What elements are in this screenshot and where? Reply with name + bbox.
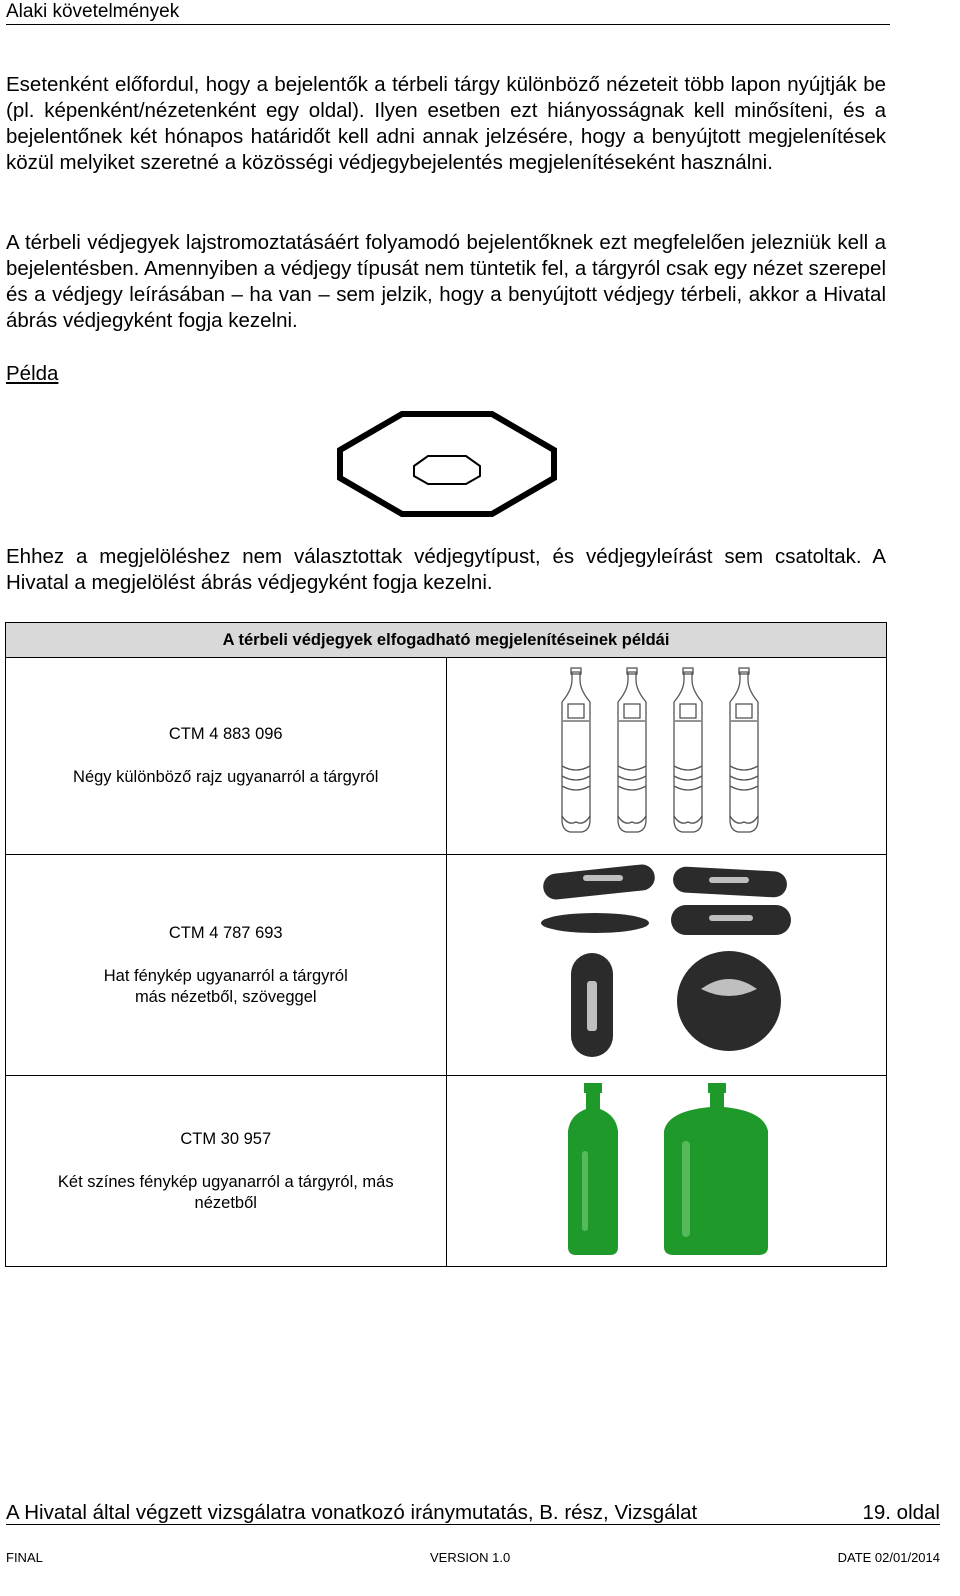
footer-rule	[6, 1524, 940, 1525]
bottle-drawings-image	[548, 666, 784, 842]
ctm-number: CTM 4 787 693	[168, 923, 283, 942]
paragraph-multiple-sheets: Esetenként előfordul, hogy a bejelentők a térbeli tárgy különböző nézeteit több lapon nyújtják be (pl. képenként/nézetenként egy oldal). Ilyen esetben ezt hiányosságnak kell minősíteni, és a bejelentőnek két hónapos határidőt kell adni annak jelzésére, hogy a benyújtott megjelenítések közül melyiket szeretné a közösségi védjegybejelentés megjelenítéseként használni.	[6, 73, 886, 174]
row-note: Hat fénykép ugyanarról a tárgyról más nézetből, szöveggel	[103, 966, 348, 1006]
footer-version: VERSION 1.0	[430, 1550, 511, 1565]
row-image-cell	[446, 658, 887, 855]
example-octagon-figure	[336, 410, 558, 518]
row-image-cell	[446, 1076, 887, 1267]
green-bottle-photos-image	[548, 1081, 784, 1257]
footer-title: A Hivatal által végzett vizsgálatra vonatkozó iránymutatás, B. rész, Vizsgálat	[6, 1501, 698, 1524]
footer-date: DATE 02/01/2014	[837, 1550, 940, 1565]
row-note: Két színes fénykép ugyanarról a tárgyról, más nézetből	[57, 1172, 394, 1212]
table-row	[6, 658, 887, 855]
header-rule	[6, 24, 890, 25]
row-description	[6, 1076, 447, 1267]
row-description	[6, 658, 447, 855]
paragraph-indicate-3d: A térbeli védjegyek lajstromoztatásáért folyamodó bejelentőknek ezt megfelelően jelezniük kell a bejelentésben. Amennyiben a védjegy típusát nem tüntetik fel, a tárgyról csak egy nézet szerepel és a védjegy leírásában – ha van – sem jelzik, hogy a benyújtott védjegy térbeli, akkor a Hivatal ábrás védjegyként fogja kezelni.	[6, 231, 886, 332]
ctm-number: CTM 4 883 096	[168, 725, 283, 743]
outer-octagon-shape	[340, 414, 554, 514]
paragraph-example-note: Ehhez a megjelöléshez nem választottak védjegytípust, és védjegyleírást sem csatoltak. A Hivatal a megjelölést ábrás védjegyként fogja kezelni.	[6, 545, 886, 594]
table-row	[6, 1076, 887, 1267]
footer-status: FINAL	[6, 1550, 43, 1565]
footer-page-number: 19. oldal	[862, 1501, 940, 1524]
examples-table-title: A térbeli védjegyek elfogadható megjelenítéseinek példái	[6, 623, 887, 658]
row-note: Négy különböző rajz ugyanarról a tárgyról	[73, 768, 379, 786]
row-image-cell	[446, 855, 887, 1076]
running-header: Alaki követelmények	[6, 1, 180, 22]
table-row	[6, 855, 887, 1076]
mouse-photos-image	[531, 861, 801, 1065]
inner-octagon-shape	[414, 456, 480, 484]
examples-table	[5, 622, 887, 1267]
example-heading: Példa	[6, 362, 59, 385]
ctm-number: CTM 30 957	[180, 1129, 272, 1148]
row-description	[6, 855, 447, 1076]
